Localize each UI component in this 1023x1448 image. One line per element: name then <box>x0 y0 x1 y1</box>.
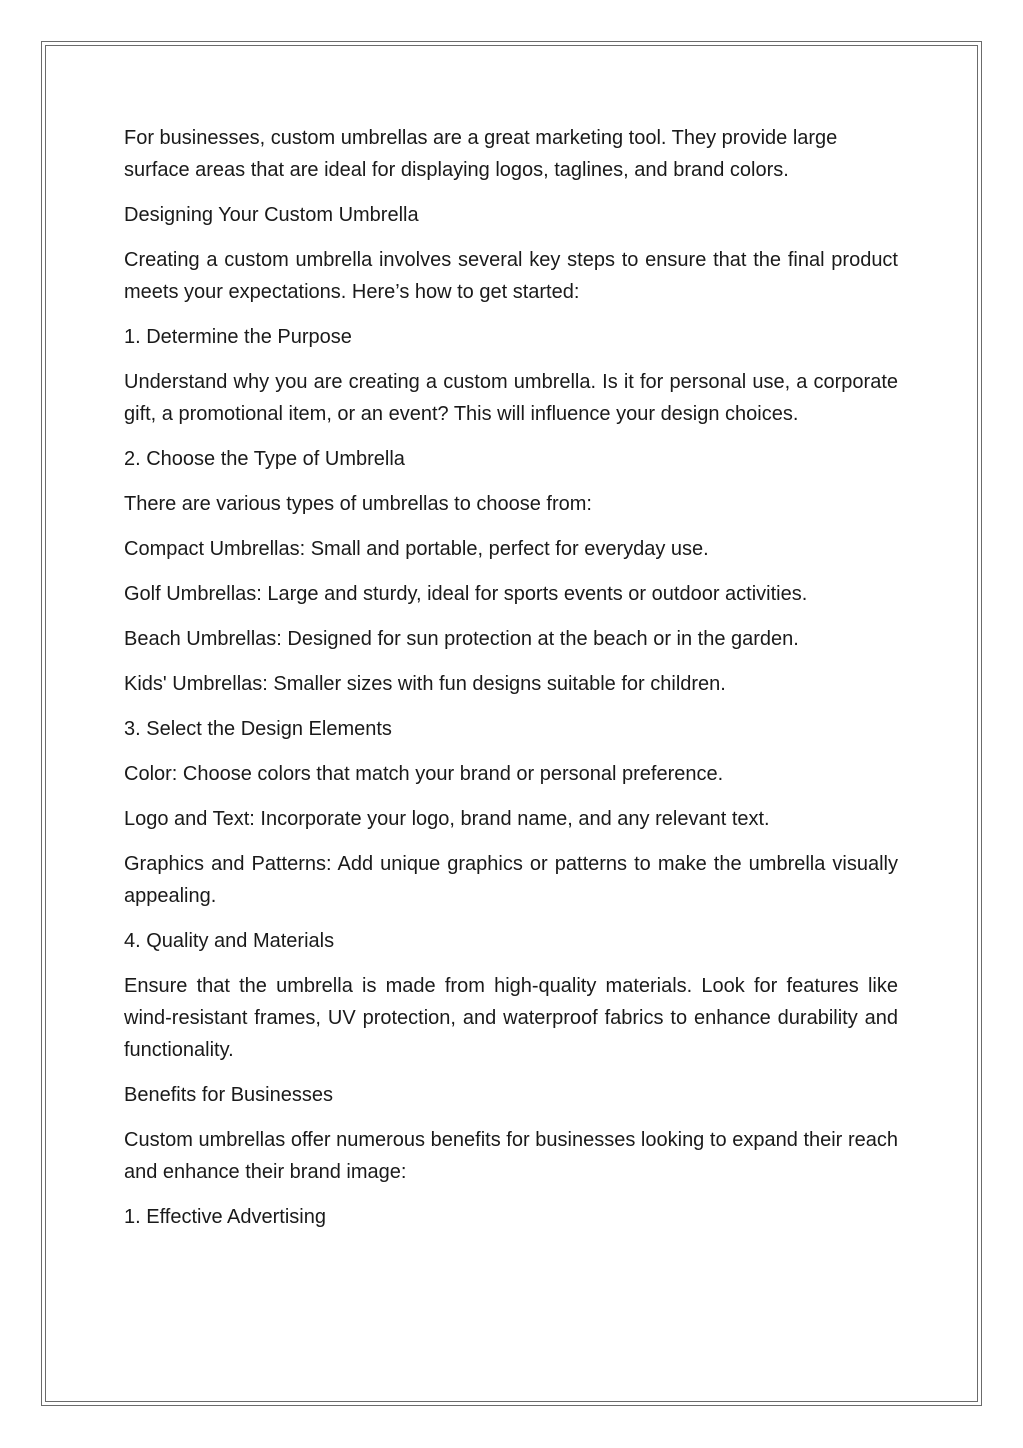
step-heading-design-elements: 3. Select the Design Elements <box>124 718 392 740</box>
section-heading-benefits: Benefits for Businesses <box>124 1084 333 1106</box>
types-intro-paragraph: There are various types of umbrellas to choose from: <box>124 493 592 515</box>
step-heading-purpose: 1. Determine the Purpose <box>124 326 352 348</box>
purpose-paragraph: Understand why you are creating a custom umbrella. Is it for personal use, a corporate gift, a promotional item, or an event? This will influence your design choices. <box>124 371 898 425</box>
type-item-kids: Kids' Umbrellas: Smaller sizes with fun designs suitable for children. <box>124 673 726 695</box>
type-item-compact: Compact Umbrellas: Small and portable, perfect for everyday use. <box>124 538 709 560</box>
benefits-paragraph: Custom umbrellas offer numerous benefits for businesses looking to expand their reach and enhance their brand image: <box>124 1129 898 1183</box>
type-item-beach: Beach Umbrellas: Designed for sun protection at the beach or in the garden. <box>124 628 799 650</box>
benefit-heading-advertising: 1. Effective Advertising <box>124 1206 326 1228</box>
design-item-graphics: Graphics and Patterns: Add unique graphics or patterns to make the umbrella visually appealing. <box>124 853 898 907</box>
designing-paragraph: Creating a custom umbrella involves several key steps to ensure that the final product meets your expectations. Here’s how to get started: <box>124 249 898 303</box>
quality-paragraph: Ensure that the umbrella is made from high-quality materials. Look for features like wind-resistant frames, UV protection, and waterproof fabrics to enhance durability and functionality. <box>124 975 898 1061</box>
design-item-color: Color: Choose colors that match your brand or personal preference. <box>124 763 724 785</box>
design-item-logo: Logo and Text: Incorporate your logo, brand name, and any relevant text. <box>124 808 770 830</box>
type-item-golf: Golf Umbrellas: Large and sturdy, ideal for sports events or outdoor activities. <box>124 583 808 605</box>
intro-paragraph: For businesses, custom umbrellas are a great marketing tool. They provide large surface areas that are ideal for displaying logos, taglines, and brand colors. <box>124 127 838 181</box>
step-heading-quality: 4. Quality and Materials <box>124 930 335 952</box>
document-body <box>124 122 898 1246</box>
section-heading-designing: Designing Your Custom Umbrella <box>124 204 419 226</box>
step-heading-type: 2. Choose the Type of Umbrella <box>124 448 405 470</box>
